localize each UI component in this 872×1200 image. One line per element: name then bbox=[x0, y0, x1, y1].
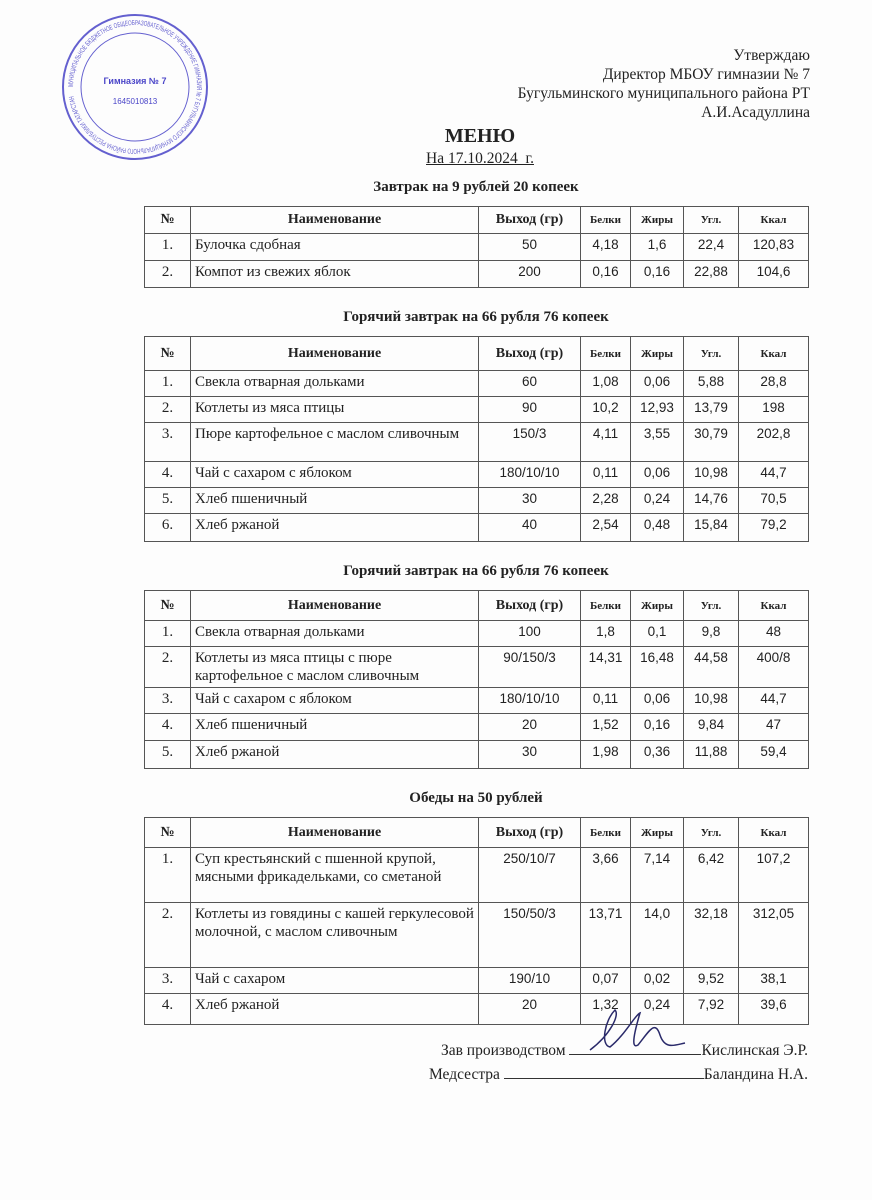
cell-carbs: 7,92 bbox=[684, 994, 739, 1025]
cell-name: Хлеб ржаной bbox=[191, 514, 479, 542]
cell-fat: 14,0 bbox=[631, 903, 684, 968]
cell-carbs: 22,4 bbox=[684, 234, 739, 261]
cell-fat: 0,16 bbox=[631, 261, 684, 288]
cell-yield: 100 bbox=[479, 621, 581, 647]
cell-carbs: 44,58 bbox=[684, 647, 739, 688]
table-row bbox=[145, 688, 809, 714]
cell-name: Чай с сахаром с яблоком bbox=[191, 462, 479, 488]
cell-num: 4. bbox=[145, 714, 191, 741]
cell-yield: 180/10/10 bbox=[479, 462, 581, 488]
cell-fat: 0,16 bbox=[631, 714, 684, 741]
approval-line: А.И.Асадуллина bbox=[701, 104, 810, 121]
table-row bbox=[145, 397, 809, 423]
column-header-name: Наименование bbox=[191, 818, 479, 848]
signature-name: Баландина Н.А. bbox=[703, 1066, 808, 1083]
cell-name: Котлеты из мяса птицы bbox=[191, 397, 479, 423]
cell-num: 2. bbox=[145, 261, 191, 288]
table-row bbox=[145, 994, 809, 1025]
cell-num: 6. bbox=[145, 514, 191, 542]
cell-fat: 12,93 bbox=[631, 397, 684, 423]
cell-fat: 16,48 bbox=[631, 647, 684, 688]
cell-name: Свекла отварная дольками bbox=[191, 371, 479, 397]
table-row bbox=[145, 514, 809, 542]
cell-protein: 0,07 bbox=[581, 968, 631, 994]
cell-fat: 0,36 bbox=[631, 741, 684, 769]
cell-kcal: 120,83 bbox=[739, 234, 809, 261]
cell-fat: 0,1 bbox=[631, 621, 684, 647]
cell-carbs: 9,8 bbox=[684, 621, 739, 647]
cell-carbs: 13,79 bbox=[684, 397, 739, 423]
table-row bbox=[145, 423, 809, 462]
column-header-num: № bbox=[145, 337, 191, 371]
cell-yield: 90/150/3 bbox=[479, 647, 581, 688]
cell-yield: 60 bbox=[479, 371, 581, 397]
approval-line: Директор МБОУ гимназии № 7 bbox=[602, 66, 810, 83]
cell-num: 4. bbox=[145, 994, 191, 1025]
cell-yield: 50 bbox=[479, 234, 581, 261]
cell-protein: 4,11 bbox=[581, 423, 631, 462]
cell-protein: 1,32 bbox=[581, 994, 631, 1025]
signature-name: Кислинская Э.Р. bbox=[701, 1042, 808, 1059]
cell-kcal: 44,7 bbox=[739, 688, 809, 714]
cell-fat: 1,6 bbox=[631, 234, 684, 261]
cell-name: Котлеты из мяса птицы с пюре картофельное с маслом сливочным bbox=[191, 647, 479, 688]
column-header-num: № bbox=[145, 207, 191, 234]
column-header-kcal: Ккал bbox=[739, 591, 809, 621]
menu-date: На 17.10.2024_г. bbox=[426, 150, 534, 167]
cell-yield: 190/10 bbox=[479, 968, 581, 994]
table-row bbox=[145, 234, 809, 261]
table-header bbox=[145, 207, 809, 234]
column-header-carbs: Угл. bbox=[684, 818, 739, 848]
section-title: Обеды на 50 рублей bbox=[409, 790, 543, 806]
cell-fat: 0,02 bbox=[631, 968, 684, 994]
approval-line: Бугульминского муниципального района РТ bbox=[517, 85, 810, 102]
table-header bbox=[145, 337, 809, 371]
column-header-protein: Белки bbox=[581, 591, 631, 621]
cell-kcal: 104,6 bbox=[739, 261, 809, 288]
column-header-carbs: Угл. bbox=[684, 207, 739, 234]
cell-fat: 0,06 bbox=[631, 462, 684, 488]
cell-kcal: 44,7 bbox=[739, 462, 809, 488]
table-row bbox=[145, 647, 809, 688]
menu-table bbox=[144, 590, 809, 769]
column-header-carbs: Угл. bbox=[684, 591, 739, 621]
cell-protein: 13,71 bbox=[581, 903, 631, 968]
cell-num: 2. bbox=[145, 647, 191, 688]
cell-carbs: 10,98 bbox=[684, 462, 739, 488]
cell-protein: 1,08 bbox=[581, 371, 631, 397]
column-header-name: Наименование bbox=[191, 337, 479, 371]
cell-num: 1. bbox=[145, 848, 191, 903]
cell-kcal: 47 bbox=[739, 714, 809, 741]
handwritten-signature bbox=[580, 1005, 690, 1057]
cell-name: Хлеб пшеничный bbox=[191, 488, 479, 514]
cell-name: Пюре картофельное с маслом сливочным bbox=[191, 423, 479, 462]
cell-name: Хлеб ржаной bbox=[191, 994, 479, 1025]
svg-text:Гимназия № 7: Гимназия № 7 bbox=[103, 76, 167, 86]
column-header-yield: Выход (гр) bbox=[479, 337, 581, 371]
cell-yield: 20 bbox=[479, 714, 581, 741]
cell-protein: 0,11 bbox=[581, 462, 631, 488]
column-header-protein: Белки bbox=[581, 207, 631, 234]
cell-yield: 180/10/10 bbox=[479, 688, 581, 714]
cell-kcal: 202,8 bbox=[739, 423, 809, 462]
cell-protein: 2,28 bbox=[581, 488, 631, 514]
cell-protein: 4,18 bbox=[581, 234, 631, 261]
table-header bbox=[145, 818, 809, 848]
table-row bbox=[145, 488, 809, 514]
table-row bbox=[145, 621, 809, 647]
column-header-fat: Жиры bbox=[631, 207, 684, 234]
approval-block bbox=[518, 46, 810, 122]
column-header-carbs: Угл. bbox=[684, 337, 739, 371]
column-header-num: № bbox=[145, 591, 191, 621]
cell-carbs: 15,84 bbox=[684, 514, 739, 542]
table-row bbox=[145, 714, 809, 741]
column-header-yield: Выход (гр) bbox=[479, 818, 581, 848]
cell-name: Суп крестьянский с пшенной крупой, мясными фрикадельками, со сметаной bbox=[191, 848, 479, 903]
menu-sections bbox=[144, 178, 808, 1045]
cell-num: 3. bbox=[145, 968, 191, 994]
column-header-fat: Жиры bbox=[631, 337, 684, 371]
cell-num: 3. bbox=[145, 688, 191, 714]
cell-carbs: 11,88 bbox=[684, 741, 739, 769]
cell-kcal: 59,4 bbox=[739, 741, 809, 769]
column-header-name: Наименование bbox=[191, 591, 479, 621]
column-header-yield: Выход (гр) bbox=[479, 591, 581, 621]
cell-carbs: 9,84 bbox=[684, 714, 739, 741]
table-row bbox=[145, 741, 809, 769]
cell-protein: 10,2 bbox=[581, 397, 631, 423]
cell-kcal: 312,05 bbox=[739, 903, 809, 968]
cell-num: 2. bbox=[145, 397, 191, 423]
signature-role: Медсестра bbox=[428, 1066, 500, 1083]
cell-fat: 0,48 bbox=[631, 514, 684, 542]
column-header-fat: Жиры bbox=[631, 818, 684, 848]
cell-kcal: 198 bbox=[739, 397, 809, 423]
menu-table bbox=[144, 817, 809, 1025]
cell-protein: 1,8 bbox=[581, 621, 631, 647]
section-title: Завтрак на 9 рублей 20 копеек bbox=[373, 179, 579, 195]
cell-name: Чай с сахаром с яблоком bbox=[191, 688, 479, 714]
cell-protein: 1,98 bbox=[581, 741, 631, 769]
cell-num: 5. bbox=[145, 488, 191, 514]
cell-fat: 0,24 bbox=[631, 994, 684, 1025]
cell-kcal: 28,8 bbox=[739, 371, 809, 397]
menu-table bbox=[144, 336, 809, 542]
cell-protein: 14,31 bbox=[581, 647, 631, 688]
page-title: МЕНЮ bbox=[444, 125, 516, 147]
cell-carbs: 30,79 bbox=[684, 423, 739, 462]
cell-carbs: 32,18 bbox=[684, 903, 739, 968]
cell-fat: 0,06 bbox=[631, 371, 684, 397]
cell-num: 1. bbox=[145, 234, 191, 261]
cell-kcal: 400/8 bbox=[739, 647, 809, 688]
cell-fat: 0,06 bbox=[631, 688, 684, 714]
cell-yield: 30 bbox=[479, 488, 581, 514]
section-title: Горячий завтрак на 66 рубля 76 копеек bbox=[343, 309, 609, 325]
column-header-protein: Белки bbox=[581, 818, 631, 848]
cell-fat: 7,14 bbox=[631, 848, 684, 903]
cell-yield: 250/10/7 bbox=[479, 848, 581, 903]
cell-num: 3. bbox=[145, 423, 191, 462]
table-row bbox=[145, 371, 809, 397]
cell-yield: 150/3 bbox=[479, 423, 581, 462]
cell-kcal: 38,1 bbox=[739, 968, 809, 994]
cell-kcal: 48 bbox=[739, 621, 809, 647]
cell-name: Хлеб пшеничный bbox=[191, 714, 479, 741]
cell-num: 2. bbox=[145, 903, 191, 968]
table-row bbox=[145, 462, 809, 488]
cell-protein: 2,54 bbox=[581, 514, 631, 542]
cell-yield: 90 bbox=[479, 397, 581, 423]
cell-kcal: 107,2 bbox=[739, 848, 809, 903]
table-header bbox=[145, 591, 809, 621]
table-row bbox=[145, 261, 809, 288]
cell-num: 1. bbox=[145, 371, 191, 397]
svg-text:МУНИЦИПАЛЬНОЕ БЮДЖЕТНОЕ ОБЩЕОБ: МУНИЦИПАЛЬНОЕ БЮДЖЕТНОЕ ОБЩЕОБРАЗОВАТЕЛЬНОЕ УЧРЕЖДЕНИЕ ГИМНАЗИЯ № 7 БУГУЛЬМИНСКОГО МУНИЦИПАЛЬНОГО РАЙОНА РЕСПУБЛИКИ ТАТАРСТАН bbox=[67, 19, 203, 155]
cell-protein: 1,52 bbox=[581, 714, 631, 741]
cell-yield: 200 bbox=[479, 261, 581, 288]
cell-num: 5. bbox=[145, 741, 191, 769]
cell-carbs: 10,98 bbox=[684, 688, 739, 714]
svg-text:1645010813: 1645010813 bbox=[112, 97, 158, 106]
cell-name: Свекла отварная дольками bbox=[191, 621, 479, 647]
official-stamp bbox=[60, 12, 210, 162]
cell-yield: 150/50/3 bbox=[479, 903, 581, 968]
cell-num: 1. bbox=[145, 621, 191, 647]
signature-line bbox=[429, 1064, 808, 1084]
cell-yield: 20 bbox=[479, 994, 581, 1025]
column-header-num: № bbox=[145, 818, 191, 848]
section-title: Горячий завтрак на 66 рубля 76 копеек bbox=[343, 563, 609, 579]
menu-table bbox=[144, 206, 809, 288]
cell-protein: 0,16 bbox=[581, 261, 631, 288]
column-header-yield: Выход (гр) bbox=[479, 207, 581, 234]
approval-line: Утверждаю bbox=[733, 47, 810, 64]
cell-name: Котлеты из говядины с кашей геркулесовой молочной, с маслом сливочным bbox=[191, 903, 479, 968]
column-header-kcal: Ккал bbox=[739, 207, 809, 234]
cell-kcal: 79,2 bbox=[739, 514, 809, 542]
cell-yield: 30 bbox=[479, 741, 581, 769]
table-row bbox=[145, 903, 809, 968]
cell-name: Компот из свежих яблок bbox=[191, 261, 479, 288]
cell-name: Хлеб ржаной bbox=[191, 741, 479, 769]
column-header-kcal: Ккал bbox=[739, 337, 809, 371]
cell-carbs: 22,88 bbox=[684, 261, 739, 288]
column-header-name: Наименование bbox=[191, 207, 479, 234]
column-header-fat: Жиры bbox=[631, 591, 684, 621]
column-header-kcal: Ккал bbox=[739, 818, 809, 848]
cell-fat: 3,55 bbox=[631, 423, 684, 462]
signature-role: Зав производством bbox=[440, 1042, 566, 1059]
cell-kcal: 39,6 bbox=[739, 994, 809, 1025]
cell-kcal: 70,5 bbox=[739, 488, 809, 514]
cell-name: Чай с сахаром bbox=[191, 968, 479, 994]
table-row bbox=[145, 848, 809, 903]
cell-protein: 0,11 bbox=[581, 688, 631, 714]
cell-num: 4. bbox=[145, 462, 191, 488]
cell-carbs: 5,88 bbox=[684, 371, 739, 397]
cell-protein: 3,66 bbox=[581, 848, 631, 903]
table-row bbox=[145, 968, 809, 994]
cell-fat: 0,24 bbox=[631, 488, 684, 514]
cell-carbs: 9,52 bbox=[684, 968, 739, 994]
column-header-protein: Белки bbox=[581, 337, 631, 371]
cell-yield: 40 bbox=[479, 514, 581, 542]
cell-name: Булочка сдобная bbox=[191, 234, 479, 261]
cell-carbs: 6,42 bbox=[684, 848, 739, 903]
cell-carbs: 14,76 bbox=[684, 488, 739, 514]
